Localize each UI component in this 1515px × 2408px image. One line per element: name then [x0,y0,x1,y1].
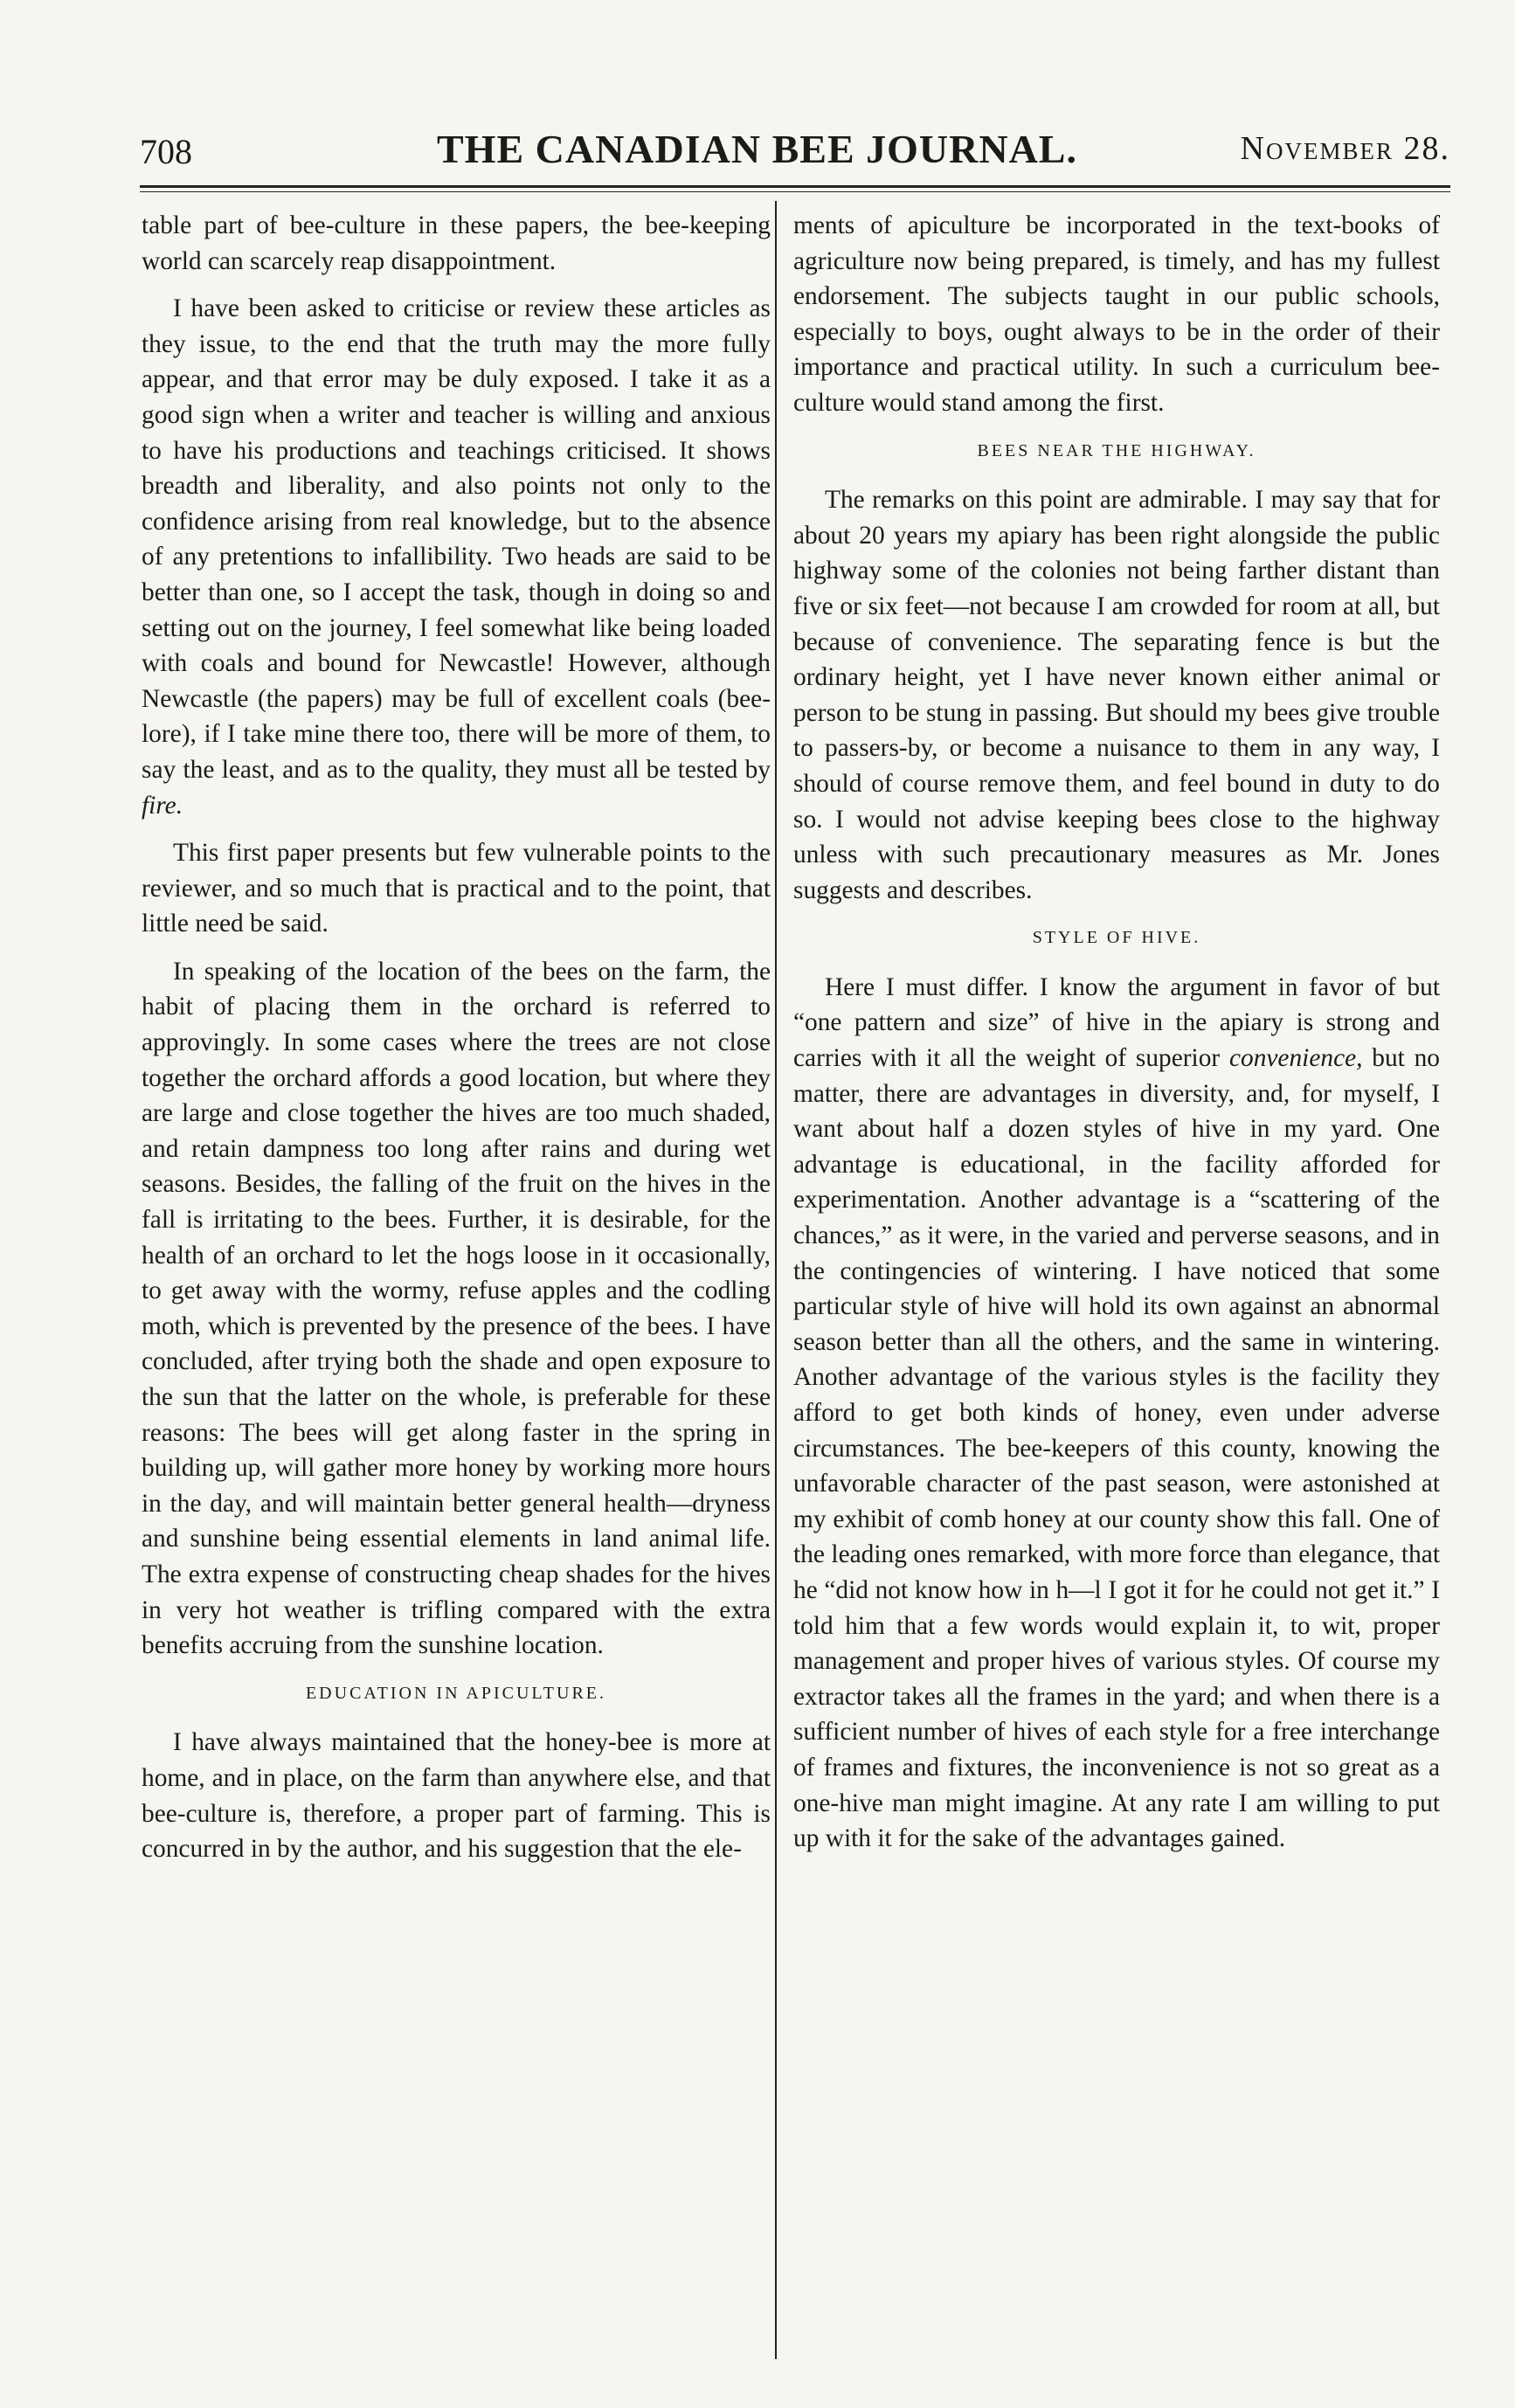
paragraph-text: but no matter, there are advantages in diversity, and, for myself, I want about half a dozen styles of hive in my yard. One advantage is educational, in the facility afforded for experimentation. Another advantage is a “scattering of the chances,” as it were, in the varied and perverse seasons, and in the contingencies of wintering. I have noticed that some particular style of hive will hold its own against an abnormal season better than all the others, and the same in wintering. Another advantage of the various styles is the facility they afford to get both kinds of honey, even under adverse circumstances. The bee-keepers of this county, knowing the unfavorable character of the past season, were astonished at my exhibit of comb honey at our county show this fall. One of the leading ones remarked, with more force than elegance, that he “did not know how in h—l I got it for he could not get it.” I told him that a few words would explain it, to wit, proper management and proper hives of various styles. Of course my extractor takes all the frames in the yard; and when there is a sufficient number of hives of each style for a free interchange of frames and fixtures, the inconvenience is not so great as a one-hive man might imagine. At any rate I am willing to put up with it for the sake of the advantages gained. [793,1044,1440,1853]
paragraph: In speaking of the location of the bees on the farm, the habit of placing them in the orchard is referred to approvingly. In some cases where the trees are not close together the orchard affords a good location, but where they are large and close together the hives are too much shaded, and retain dampness too long after rains and during wet seasons. Besides, the falling of the fruit on the hives in the fall is irritating to the bees. Further, it is desirable, for the health of an orchard to let the hogs loose in it occasionally, to get away with the wormy, refuse apples and the codling moth, which is prevented by the presence of the bees. I have concluded, after trying both the shade and open exposure to the sun that the latter on the whole, is preferable for these reasons: The bees will get along faster in the spring in building up, will gather more honey by working more hours in the day, and will maintain better general health—dryness and sunshine being essential elements in land animal life. The extra expense of constructing cheap shades for the hives in very hot weather is trifling compared with the extra benefits accruing from the sunshine location. [142,957,771,1660]
header-rule [140,185,1450,188]
section-heading-education: EDUCATION IN APICULTURE. [305,1683,607,1703]
left-column [142,208,771,1879]
emphasis-fire: fire. [142,791,183,820]
emphasis-convenience: convenience, [1228,1044,1363,1073]
section-heading-highway: BEES NEAR THE HIGHWAY. [977,440,1256,460]
issue-date: November 28. [1240,130,1450,167]
paragraph: This first paper presents but few vulnerable points to the reviewer, and so much that is practical and to the point, that little need be said. [142,839,771,938]
paragraph [142,291,771,823]
paragraph-text: I have been asked to criticise or review these articles as they issue, to the end that the truth may the more fully appear, and that error may be duly exposed. I take it as a good sign when a writer and teacher is willing and anxious to have his productions and teachings criticised. It shows breadth and liberality, and also points not only to the confidence arising from real knowledge, but to the absence of any pretentions to infallibility. Two heads are said to be better than one, so I accept the task, though in doing so and setting out on the journey, I feel somewhat like being loaded with coals and bound for Newcastle! However, although Newcastle (the papers) may be full of excellent coals (bee-lore), if I take mine there too, there will be more of them, to say the least, and as to the quality, they must all be tested by [142,294,771,784]
paragraph: ments of apiculture be incorporated in the text-books of agriculture now being prepared, is timely, and has my fullest endorsement. The subjects taught in our public schools, especially to boys, ought always to be in the order of their importance and practical utility. In such a curriculum bee-culture would stand among the first. [793,211,1440,417]
page-number: 708 [140,132,192,171]
page-header [140,122,1450,183]
paragraph: The remarks on this point are admirable. I may say that for about 20 years my apiary has been right alongside the public highway some of the colonies not being farther distant than five or six feet—not because I am crowded for room at all, but because of convenience. The separating fence is but the ordinary height, yet I have never known either animal or person to be stung in passing. But should my bees give trouble to passers-by, or become a nuisance to them in any way, I should of course remove them, and feel bound in duty to do so. I would not advise keeping bees close to the highway unless with such precautionary measures as Mr. Jones suggests and describes. [793,486,1440,904]
journal-title: THE CANADIAN BEE JOURNAL. [437,127,1077,171]
paragraph: I have always maintained that the honey-bee is more at home, and in place, on the farm than anywhere else, and that bee-culture is, therefore, a proper part of farming. This is concurred in by the author, and his suggestion that the ele- [142,1728,771,1864]
paragraph: table part of bee-culture in these papers, the bee-keeping world can scarcely reap disappointment. [142,211,771,275]
header-rule-thin [140,191,1450,192]
paragraph [793,970,1440,1857]
column-divider [775,201,777,2359]
paragraph-text: Here I must differ. I know the argument in favor of but “one pattern and size” of hive in the apiary is strong and carries with it all the weight of superior [793,972,1440,1073]
section-heading-hive: STYLE OF HIVE. [1032,928,1201,948]
right-column [793,208,1440,1869]
